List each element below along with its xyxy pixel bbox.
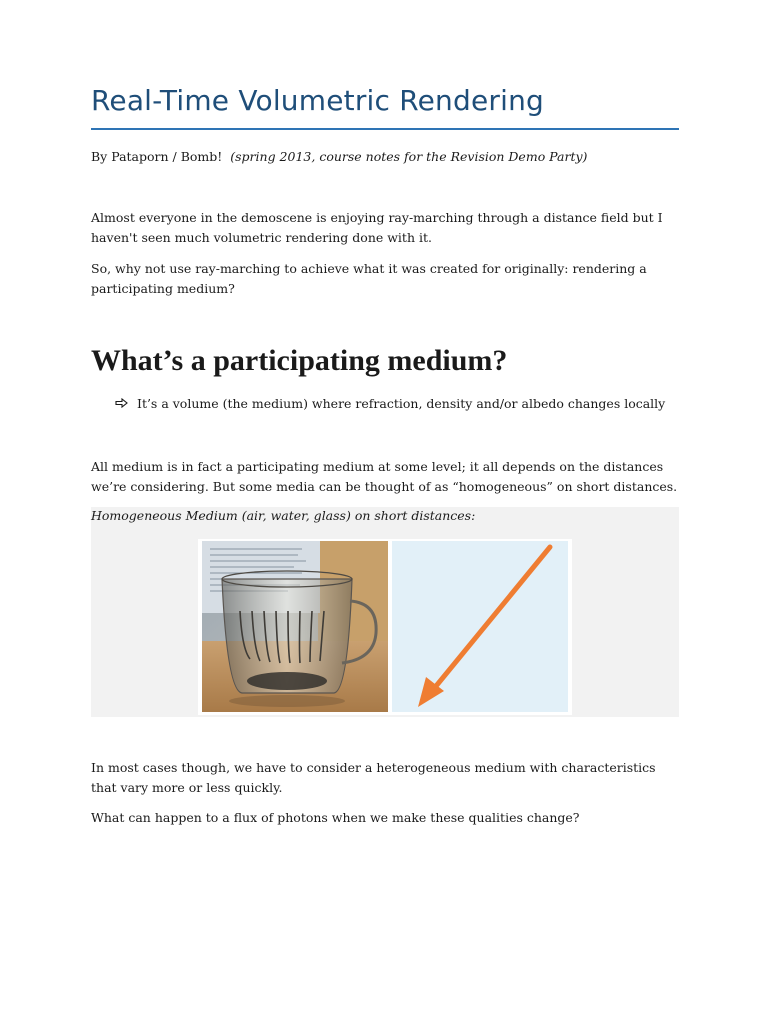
homogeneous-paragraph: All medium is in fact a participating medium at some level; it all depends on the distances we’re considering. But some media can be thought of as “homogeneous” on short distances. bbox=[91, 459, 678, 494]
figure-caption: Homogeneous Medium (air, water, glass) on short distances: bbox=[91, 508, 476, 523]
ray-arrow bbox=[432, 547, 550, 691]
homogeneous-ray-diagram bbox=[392, 541, 568, 712]
intro-paragraph-1: Almost everyone in the demoscene is enjoying ray-marching through a distance field but I haven't seen much volumetric rendering done with it. bbox=[91, 210, 663, 245]
document-title: Real-Time Volumetric Rendering bbox=[91, 84, 545, 117]
section-heading: What’s a participating medium? bbox=[91, 344, 508, 377]
title-underline bbox=[91, 128, 679, 130]
closing-paragraph-1: In most cases though, we have to consider a heterogeneous medium with characteristics that vary more or less quickly. bbox=[91, 760, 656, 795]
hollow-arrow-right-icon bbox=[115, 396, 137, 411]
figure-frame bbox=[198, 539, 572, 715]
bullet-item bbox=[115, 396, 665, 411]
byline-note: (spring 2013, course notes for the Revision Demo Party) bbox=[230, 149, 588, 164]
glass-of-water-photo bbox=[202, 541, 388, 712]
intro-paragraph-2: So, why not use ray-marching to achieve what it was created for originally: rendering a participating medium? bbox=[91, 261, 647, 296]
bullet-text: It’s a volume (the medium) where refraction, density and/or albedo changes locally bbox=[137, 396, 666, 411]
byline-author: By Pataporn / Bomb! bbox=[91, 149, 223, 164]
figure-panel bbox=[91, 507, 679, 717]
byline bbox=[91, 149, 587, 164]
closing-paragraph-2: What can happen to a flux of photons when we make these qualities change? bbox=[91, 810, 580, 825]
